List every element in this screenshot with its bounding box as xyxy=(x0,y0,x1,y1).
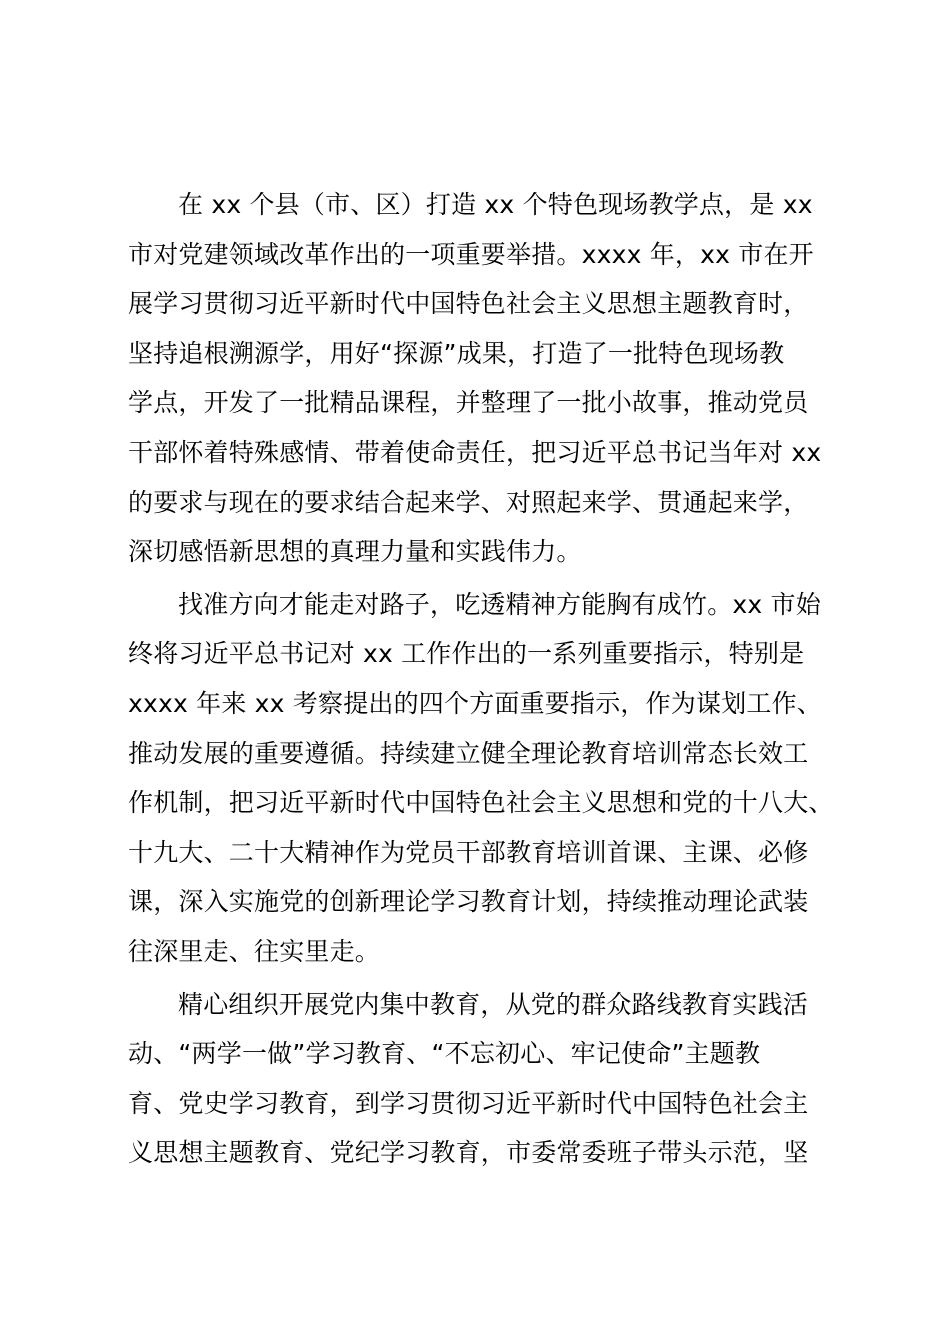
text-line: 十九大、二十大精神作为党员干部教育培训首课、主课、必修 xyxy=(128,837,809,867)
text-line: 推动发展的重要遵循。持续建立健全理论教育培训常态长效工 xyxy=(128,738,809,768)
text-line: 深切感悟新思想的真理力量和实践伟力。 xyxy=(128,537,582,567)
text-line: 课，深入实施党的创新理论学习教育计划，持续推动理论武装 xyxy=(128,887,809,917)
text-line: 往深里走、往实里走。 xyxy=(128,936,381,966)
document-body xyxy=(128,180,840,1178)
text-line: 义思想主题教育、党纪学习教育，市委常委班子带头示范，坚 xyxy=(128,1138,809,1168)
text-line: 育、党史学习教育，到学习贯彻习近平新时代中国特色社会主 xyxy=(128,1088,809,1118)
text-line: 学点，开发了一批精品课程，并整理了一批小故事，推动党员 xyxy=(128,388,809,418)
text-line: 干部怀着特殊感情、带着使命责任，把习近平总书记当年对 xx xyxy=(128,437,822,467)
text-line: 展学习贯彻习近平新时代中国特色社会主义思想主题教育时， xyxy=(128,289,809,319)
text-line: 精心组织开展党内集中教育，从党的群众路线教育实践活 xyxy=(178,989,809,1019)
text-line: 在 xx 个县（市、区）打造 xx 个特色现场教学点，是 xx xyxy=(178,190,813,219)
paragraph-1 xyxy=(128,180,840,577)
text-line: 坚持追根溯源学，用好“探源”成果，打造了一批特色现场教 xyxy=(128,338,785,368)
text-line: 的要求与现在的要求结合起来学、对照起来学、贯通起来学， xyxy=(128,487,809,517)
text-line: 动、“两学一做”学习教育、“不忘初心、牢记使命”主题教 xyxy=(128,1039,761,1069)
paragraph-2 xyxy=(128,580,840,977)
paragraph-3 xyxy=(128,980,840,1178)
text-line: xxxx 年来 xx 考察提出的四个方面重要指示，作为谋划工作、 xyxy=(128,688,823,718)
text-line: 市对党建领域改革作出的一项重要举措。xxxx 年，xx 市在开 xyxy=(128,239,814,269)
text-line: 终将习近平总书记对 xx 工作作出的一系列重要指示，特别是 xyxy=(128,639,805,669)
text-line: 作机制，把习近平新时代中国特色社会主义思想和党的十八大、 xyxy=(128,788,834,818)
text-line: 找准方向才能走对路子，吃透精神方能胸有成竹。xx 市始 xyxy=(178,589,821,619)
